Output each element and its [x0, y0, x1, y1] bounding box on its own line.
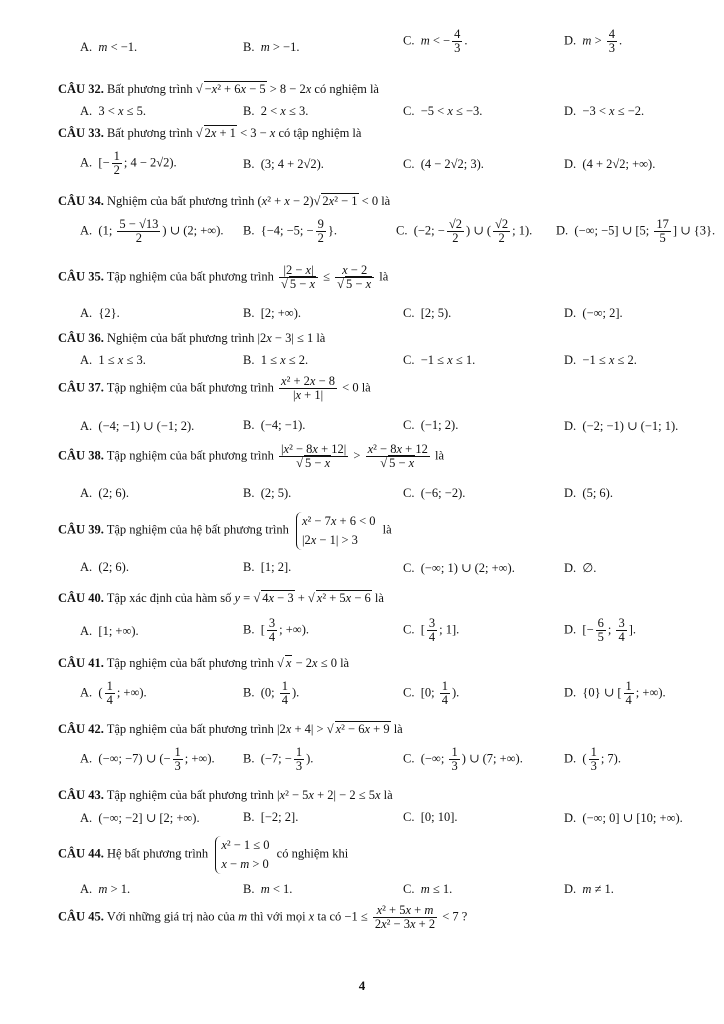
- option-b: B. (−4; −1).: [243, 418, 306, 432]
- option-c: C. (−∞; 1) ∪ (2; +∞).: [403, 561, 515, 575]
- option-c: C. (−1; 2).: [403, 418, 459, 432]
- option-c: C. [ $\frac{3}{4}$ ; 1].: [403, 616, 460, 645]
- option-a: A. ( $\frac{1}{4}$ ; +∞).: [80, 679, 147, 708]
- option-b: B. (−7; − $\frac{1}{3}$ ).: [243, 745, 314, 774]
- option-c: C. (−2; − $\frac{√2}{2}$ ) ∪ ( $\frac{√2}{2}$ ; 1).: [396, 217, 533, 246]
- question-44: [0, 836, 724, 876]
- question-39: [0, 512, 724, 552]
- option-c: C. (4 − 2√2; 3).: [403, 157, 484, 171]
- question-text: CÂU 35. Tập nghiệm của bất phương trình $\frac{|2 - x|}{√ 5 - x}$ ≤ $\frac{x - 2}{√ 5 - x}$ là: [58, 263, 389, 292]
- option-c: C. (−∞; $\frac{1}{3}$ ) ∪ (7; +∞).: [403, 745, 523, 774]
- option-d: D. (−∞; −5] ∪ [5; $\frac{17}{5}$ ] ∪ {3}.: [556, 217, 716, 246]
- option-c: C. [2; 5).: [403, 306, 452, 320]
- option-b: B. (3; 4 + 2√2).: [243, 157, 324, 171]
- question-45: [0, 904, 724, 944]
- question-text: CÂU 42. Tập nghiệm của bất phương trình |2x + 4| > √ x² − 6x + 9 là: [58, 722, 403, 736]
- option-a: A. 1 ≤ x ≤ 3.: [80, 353, 146, 367]
- option-a: A. (−∞; −2] ∪ [2; +∞).: [80, 811, 200, 825]
- option-b: B. [1; 2].: [243, 560, 292, 574]
- option-a: A. [1; +∞).: [80, 624, 139, 638]
- option-b: B. 1 ≤ x ≤ 2.: [243, 353, 309, 367]
- option-d: D. (−∞; 0] ∪ [10; +∞).: [564, 811, 683, 825]
- q31-options: [0, 27, 724, 80]
- option-b: B. m < 1.: [243, 882, 293, 896]
- option-d: D. −3 < x ≤ −2.: [564, 104, 645, 118]
- q42-options: [0, 746, 724, 786]
- q31-option-d: D. m > $\frac{4}{3}$ .: [564, 27, 623, 56]
- option-b: B. (0; $\frac{1}{4}$ ).: [243, 679, 300, 708]
- option-b: B. 2 < x ≤ 3.: [243, 104, 309, 118]
- option-d: D. (4 + 2√2; +∞).: [564, 157, 656, 171]
- option-a: A. [− $\frac{1}{2}$ ; 4 − 2√2).: [80, 149, 177, 178]
- option-b: B. (2; 5).: [243, 486, 292, 500]
- option-c: C. [0; $\frac{1}{4}$ ).: [403, 679, 460, 708]
- option-b: B. {−4; −5; − $\frac{9}{2}$ }.: [243, 217, 337, 246]
- q33-options: [0, 150, 724, 190]
- question-text: CÂU 37. Tập nghiệm của bất phương trình $\frac{\text{x² + 2x − 8}}{|x + 1|}$ < 0 là: [58, 374, 371, 403]
- option-c: C. −1 ≤ x ≤ 1.: [403, 353, 476, 367]
- question-text: CÂU 44. Hệ bất phương trình x² − 1 ≤ 0 x − m > 0 có nghiệm khi: [58, 836, 348, 874]
- option-d: D. [− $\frac{6}{5}$ ; $\frac{3}{4}$ ].: [564, 616, 637, 645]
- option-c: C. −5 < x ≤ −3.: [403, 104, 483, 118]
- question-text: CÂU 33. Bất phương trình √ 2x + 1 < 3 − x có tập nghiệm là: [58, 126, 362, 140]
- option-d: D. (5; 6).: [564, 486, 613, 500]
- option-c: C. m ≤ 1.: [403, 882, 453, 896]
- page-number: 4: [358, 978, 366, 993]
- option-d: D. (−∞; 2].: [564, 306, 623, 320]
- question-text: CÂU 34. Nghiệm của bất phương trình (x² + x − 2)√ 2x² − 1 < 0 là: [58, 194, 391, 208]
- option-a: A. 3 < x ≤ 5.: [80, 104, 147, 118]
- question-text: CÂU 43. Tập nghiệm của bất phương trình |x² − 5x + 2| − 2 ≤ 5x là: [58, 788, 393, 802]
- option-c: C. (−6; −2).: [403, 486, 466, 500]
- question-text: CÂU 45. Với những giá trị nào của m thì với mọi x ta có −1 ≤ $\frac{\text{x² + 5x + m}}{\text{2x² − 3x + 2}}$ < 7 ?: [58, 903, 468, 932]
- q41-options: [0, 680, 724, 720]
- question-text: CÂU 36. Nghiệm của bất phương trình |2x − 3| ≤ 1 là: [58, 331, 326, 345]
- option-d: D. ∅.: [564, 561, 597, 575]
- option-d: D. (−2; −1) ∪ (−1; 1).: [564, 419, 679, 433]
- option-a: A. (1; $\frac{5 - √13}{2}$ ) ∪ (2; +∞).: [80, 217, 224, 246]
- option-b: B. [−2; 2].: [243, 810, 299, 824]
- option-d: D. m ≠ 1.: [564, 882, 614, 896]
- option-d: D. ( $\frac{1}{3}$ ; 7).: [564, 745, 621, 774]
- option-a: A. (−4; −1) ∪ (−1; 2).: [80, 419, 195, 433]
- q40-options: [0, 617, 724, 657]
- q31-option-a: A. m < −1.: [80, 40, 138, 54]
- question-text: CÂU 38. Tập nghiệm của bất phương trình $\frac{\text{|x² − 8x + 12|}}{√ 5 - x}$ > $\frac{\text{x² − 8x + 12}}{√ 5 - x}$ là: [58, 442, 445, 471]
- option-a: A. {2}.: [80, 306, 120, 320]
- option-c: C. [0; 10].: [403, 810, 458, 824]
- question-text: CÂU 41. Tập nghiệm của bất phương trình √ x − 2x ≤ 0 là: [58, 656, 350, 670]
- question-text: CÂU 40. Tập xác định của hàm số y = √ 4x − 3 + √ x² + 5x − 6 là: [58, 591, 384, 605]
- option-a: A. (2; 6).: [80, 560, 129, 574]
- option-a: A. (2; 6).: [80, 486, 129, 500]
- option-b: B. [2; +∞).: [243, 306, 301, 320]
- option-d: D. {0} ∪ [ $\frac{1}{4}$ ; +∞).: [564, 679, 666, 708]
- question-text: CÂU 39. Tập nghiệm của hệ bất phương trình x² − 7x + 6 < 0 |2x − 1| > 3 là: [58, 512, 392, 550]
- q31-option-b: B. m > −1.: [243, 40, 300, 54]
- q31-option-c: C. m < − $\frac{4}{3}$ .: [403, 27, 468, 56]
- question-38: [0, 443, 724, 483]
- question-37: [0, 375, 724, 415]
- option-b: B. [ $\frac{3}{4}$ ; +∞).: [243, 616, 309, 645]
- option-a: A. m > 1.: [80, 882, 131, 896]
- question-35: [0, 264, 724, 304]
- q34-options: [0, 218, 724, 258]
- question-text: CÂU 32. Bất phương trình √ −x² + 6x − 5 > 8 − 2x có nghiệm là: [58, 82, 379, 96]
- option-d: D. −1 ≤ x ≤ 2.: [564, 353, 637, 367]
- option-a: A. (−∞; −7) ∪ (− $\frac{1}{3}$ ; +∞).: [80, 745, 215, 774]
